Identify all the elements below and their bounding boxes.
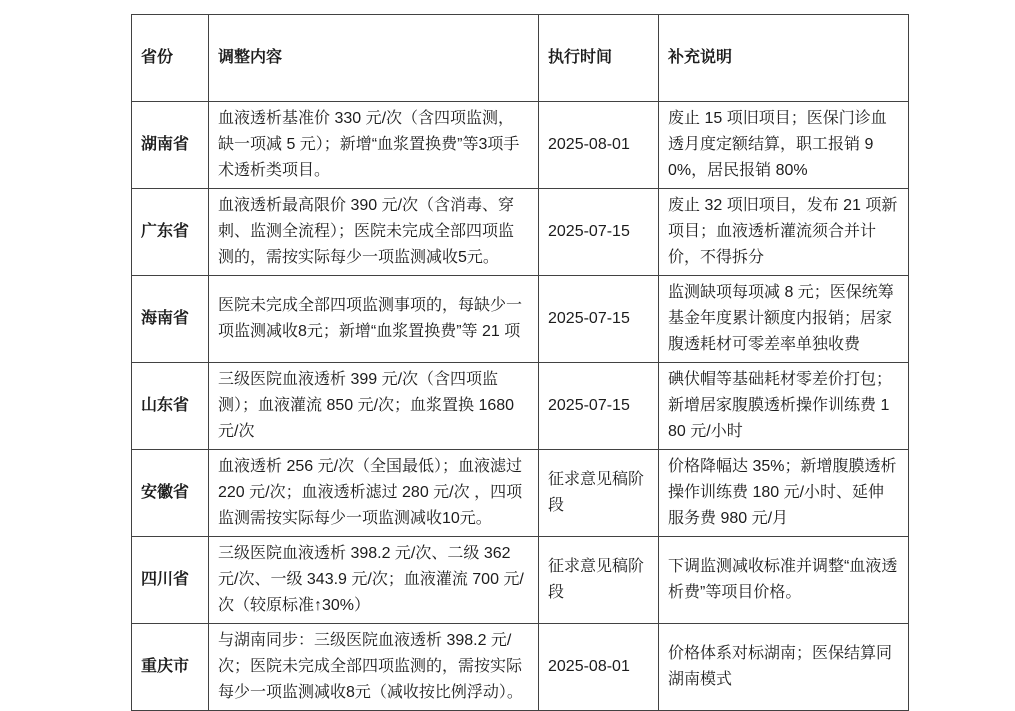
time-cell: 征求意见稿阶段: [539, 450, 659, 537]
table-row: [132, 624, 909, 711]
notes-cell: 废止 32 项旧项目，发布 21 项新项目；血液透析灌流须合并计价，不得拆分: [659, 189, 909, 276]
province-cell: 山东省: [132, 363, 209, 450]
content-cell: 三级医院血液透析 399 元/次（含四项监测）；血液灌流 850 元/次；血浆置换 1680 元/次: [209, 363, 539, 450]
time-cell: 2025-07-15: [539, 276, 659, 363]
table-header-row: [132, 15, 909, 102]
time-cell: 2025-07-15: [539, 189, 659, 276]
table-row: [132, 450, 909, 537]
table-row: [132, 363, 909, 450]
time-cell: 征求意见稿阶段: [539, 537, 659, 624]
notes-cell: 下调监测减收标准并调整“血液透析费”等项目价格。: [659, 537, 909, 624]
notes-cell: 废止 15 项旧项目；医保门诊血透月度定额结算，职工报销 90%，居民报销 80%: [659, 102, 909, 189]
province-cell: 湖南省: [132, 102, 209, 189]
table-row: [132, 537, 909, 624]
column-header-notes: 补充说明: [659, 15, 909, 102]
table-row: [132, 189, 909, 276]
content-cell: 与湖南同步：三级医院血液透析 398.2 元/次；医院未完成全部四项监测的，需按实际每少一项监测减收8元（减收按比例浮动）。: [209, 624, 539, 711]
table-row: [132, 276, 909, 363]
notes-cell: 价格体系对标湖南；医保结算同湖南模式: [659, 624, 909, 711]
dialysis-price-adjustments-table: [131, 14, 909, 711]
province-cell: 四川省: [132, 537, 209, 624]
notes-cell: 碘伏帽等基础耗材零差价打包；新增居家腹膜透析操作训练费 180 元/小时: [659, 363, 909, 450]
time-cell: 2025-08-01: [539, 624, 659, 711]
province-cell: 广东省: [132, 189, 209, 276]
notes-cell: 价格降幅达 35%；新增腹膜透析操作训练费 180 元/小时、延伸服务费 980 元/月: [659, 450, 909, 537]
column-header-time: 执行时间: [539, 15, 659, 102]
notes-cell: 监测缺项每项减 8 元；医保统筹基金年度累计额度内报销；居家腹透耗材可零差率单独收费: [659, 276, 909, 363]
content-cell: 血液透析最高限价 390 元/次（含消毒、穿刺、监测全流程）；医院未完成全部四项监测的，需按实际每少一项监测减收5元。: [209, 189, 539, 276]
province-cell: 重庆市: [132, 624, 209, 711]
table-row: [132, 102, 909, 189]
time-cell: 2025-08-01: [539, 102, 659, 189]
content-cell: 血液透析 256 元/次（全国最低）；血液滤过 220 元/次；血液透析滤过 280 元/次 ，四项监测需按实际每少一项监测减收10元。: [209, 450, 539, 537]
content-cell: 医院未完成全部四项监测事项的，每缺少一项监测减收8元；新增“血浆置换费”等 21 项: [209, 276, 539, 363]
column-header-content: 调整内容: [209, 15, 539, 102]
column-header-province: 省份: [132, 15, 209, 102]
time-cell: 2025-07-15: [539, 363, 659, 450]
content-cell: 三级医院血液透析 398.2 元/次、二级 362 元/次、一级 343.9 元/次；血液灌流 700 元/次（较原标准↑30%）: [209, 537, 539, 624]
content-cell: 血液透析基准价 330 元/次（含四项监测，缺一项减 5 元）；新增“血浆置换费”等3项手术透析类项目。: [209, 102, 539, 189]
province-cell: 海南省: [132, 276, 209, 363]
province-cell: 安徽省: [132, 450, 209, 537]
